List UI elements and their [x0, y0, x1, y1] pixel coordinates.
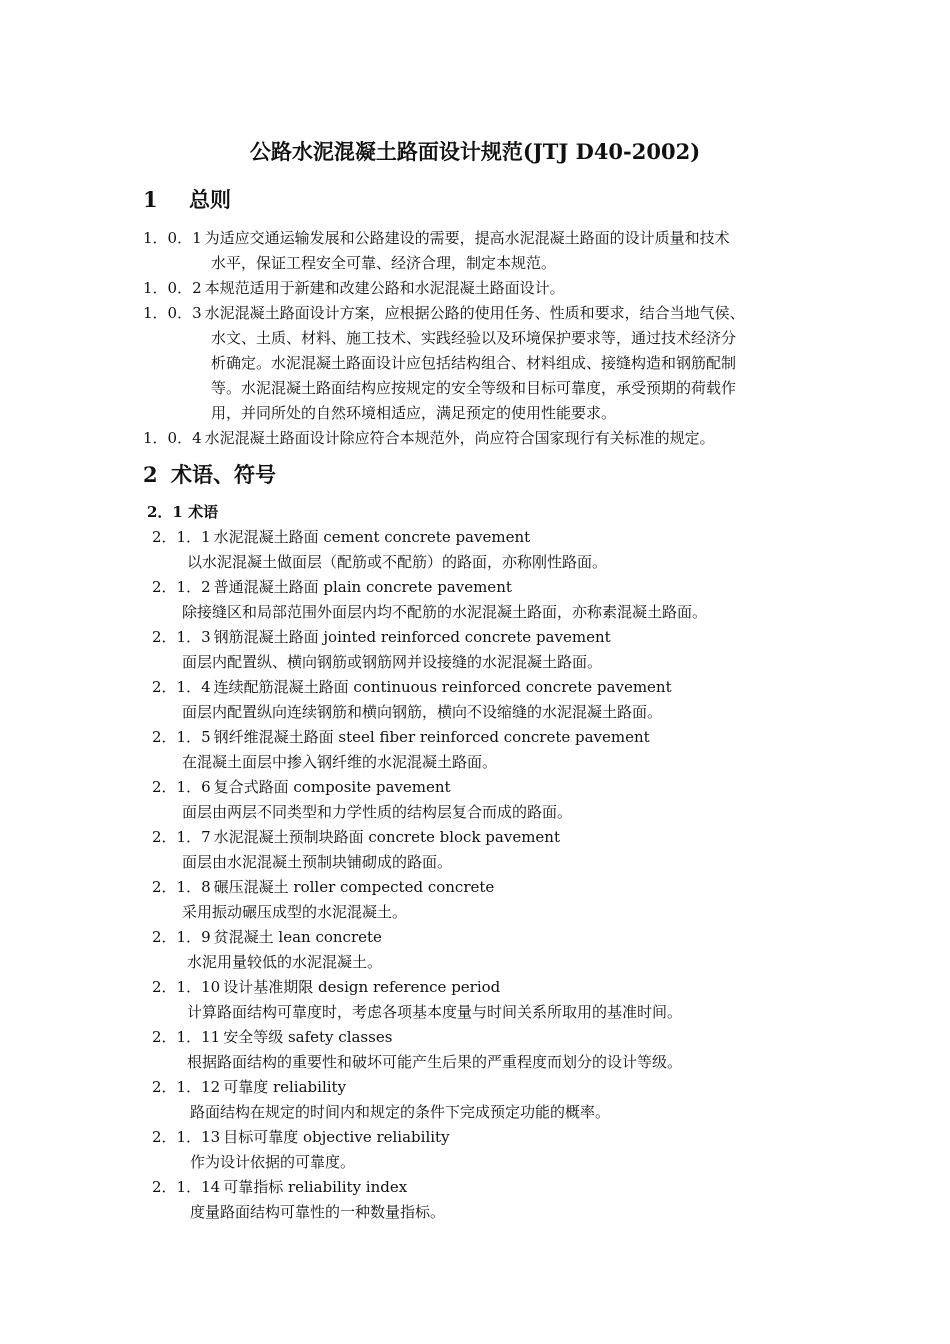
term-2-1-9 — [152, 927, 382, 947]
term-2-1-11-definition: 根据路面结构的重要性和破坏可能产生后果的严重程度而划分的设计等级。 — [187, 1053, 683, 1071]
clause-text: 为适应交通运输发展和公路建设的需要，提高水泥混凝土路面的设计质量和技术 — [204, 229, 730, 247]
clause-1-0-3-line-5: 用，并同所处的自然环境相适应，满足预定的使用性能要求。 — [211, 404, 617, 422]
section-1-title: 总则 — [189, 187, 231, 212]
clause-1-0-1-line-2: 水平，保证工程安全可靠、经济合理，制定本规范。 — [211, 254, 557, 272]
term-number: 2．1．5 — [152, 728, 211, 746]
term-2-1-12 — [152, 1077, 346, 1097]
term-number: 2．1．6 — [152, 778, 211, 796]
term-title: 复合式路面 composite pavement — [213, 778, 451, 796]
clause-1-0-3-line-3: 析确定。水泥混凝土路面设计应包括结构组合、材料组成、接缝构造和钢筋配制 — [211, 354, 737, 372]
term-2-1-5 — [152, 727, 650, 747]
term-number: 2．1．10 — [152, 978, 221, 996]
term-title: 连续配筋混凝土路面 continuous reinforced concrete pavement — [213, 678, 672, 696]
subsection-2-1-heading: 2．1 术语 — [147, 503, 219, 521]
term-2-1-2-definition: 除接缝区和局部范围外面层内均不配筋的水泥混凝土路面，亦称素混凝土路面。 — [182, 603, 708, 621]
clause-1-0-4-line-1 — [143, 428, 715, 448]
term-title: 水泥混凝土路面 cement concrete pavement — [213, 528, 531, 546]
term-number: 2．1．9 — [152, 928, 211, 946]
term-number: 2．1．1 — [152, 528, 211, 546]
term-title: 设计基准期限 design reference period — [223, 978, 501, 996]
term-number: 2．1．8 — [152, 878, 211, 896]
term-number: 2．1．13 — [152, 1128, 221, 1146]
term-2-1-6-definition: 面层由两层不同类型和力学性质的结构层复合而成的路面。 — [182, 803, 573, 821]
clause-text: 水泥混凝土路面设计除应符合本规范外，尚应符合国家现行有关标准的规定。 — [204, 429, 715, 447]
clause-text: 水泥混凝土路面设计方案，应根据公路的使用任务、性质和要求，结合当地气侯、 — [204, 304, 745, 322]
term-2-1-7-definition: 面层由水泥混凝土预制块铺砌成的路面。 — [182, 853, 453, 871]
term-2-1-14 — [152, 1177, 407, 1197]
term-2-1-13 — [152, 1127, 450, 1147]
clause-1-0-3-line-4: 等。水泥混凝土路面结构应按规定的安全等级和目标可靠度，承受预期的荷载作 — [211, 379, 737, 397]
clause-number: 1．0．3 — [143, 304, 202, 322]
term-2-1-9-definition: 水泥用量较低的水泥混凝土。 — [187, 953, 383, 971]
term-title: 钢筋混凝土路面 jointed reinforced concrete pavement — [213, 628, 611, 646]
term-title: 水泥混凝土预制块路面 concrete block pavement — [213, 828, 560, 846]
term-number: 2．1．7 — [152, 828, 211, 846]
clause-number: 1．0．2 — [143, 279, 202, 297]
term-2-1-1 — [152, 527, 530, 547]
term-2-1-7 — [152, 827, 560, 847]
term-number: 2．1．3 — [152, 628, 211, 646]
section-1-heading — [143, 185, 231, 215]
term-2-1-5-definition: 在混凝土面层中掺入钢纤维的水泥混凝土路面。 — [182, 753, 498, 771]
clause-1-0-1-line-1 — [143, 228, 730, 248]
section-2-heading — [143, 460, 276, 490]
term-2-1-11 — [152, 1027, 392, 1047]
term-title: 钢纤维混凝土路面 steel fiber reinforced concrete pavement — [213, 728, 650, 746]
term-2-1-2 — [152, 577, 512, 597]
term-2-1-8-definition: 采用振动碾压成型的水泥混凝土。 — [182, 903, 408, 921]
term-2-1-4 — [152, 677, 672, 697]
term-2-1-1-definition: 以水泥混凝土做面层（配筋或不配筋）的路面，亦称刚性路面。 — [187, 553, 608, 571]
clause-text: 本规范适用于新建和改建公路和水泥混凝土路面设计。 — [204, 279, 565, 297]
clause-number: 1．0．4 — [143, 429, 202, 447]
term-number: 2．1．4 — [152, 678, 211, 696]
term-2-1-6 — [152, 777, 451, 797]
term-2-1-10-definition: 计算路面结构可靠度时，考虑各项基本度量与时间关系所取用的基准时间。 — [187, 1003, 683, 1021]
clause-1-0-3-line-1 — [143, 303, 745, 323]
term-2-1-12-definition: 路面结构在规定的时间内和规定的条件下完成预定功能的概率。 — [190, 1103, 611, 1121]
document-title: 公路水泥混凝土路面设计规范(JTJ D40-2002) — [249, 139, 701, 164]
term-title: 目标可靠度 objective reliability — [223, 1128, 450, 1146]
section-2-number: 2 — [143, 462, 158, 487]
term-2-1-14-definition: 度量路面结构可靠性的一种数量指标。 — [190, 1203, 446, 1221]
term-number: 2．1．11 — [152, 1028, 221, 1046]
clause-1-0-3-line-2: 水文、土质、材料、施工技术、实践经验以及环境保护要求等，通过技术经济分 — [211, 329, 737, 347]
term-title: 碾压混凝土 roller compected concrete — [213, 878, 495, 896]
term-title: 可靠指标 reliability index — [223, 1178, 408, 1196]
clause-number: 1．0．1 — [143, 229, 202, 247]
term-title: 可靠度 reliability — [223, 1078, 347, 1096]
term-number: 2．1．12 — [152, 1078, 221, 1096]
section-1-number: 1 — [143, 187, 158, 212]
term-number: 2．1．14 — [152, 1178, 221, 1196]
term-2-1-4-definition: 面层内配置纵向连续钢筋和横向钢筋，横向不设缩缝的水泥混凝土路面。 — [182, 703, 663, 721]
term-number: 2．1．2 — [152, 578, 211, 596]
term-2-1-13-definition: 作为设计依据的可靠度。 — [190, 1153, 356, 1171]
term-2-1-10 — [152, 977, 500, 997]
term-title: 普通混凝土路面 plain concrete pavement — [213, 578, 512, 596]
term-2-1-3 — [152, 627, 611, 647]
section-2-title: 术语、符号 — [171, 462, 276, 487]
term-2-1-8 — [152, 877, 494, 897]
term-2-1-3-definition: 面层内配置纵、横向钢筋或钢筋网并设接缝的水泥混凝土路面。 — [182, 653, 603, 671]
term-title: 安全等级 safety classes — [223, 1028, 393, 1046]
clause-1-0-2-line-1 — [143, 278, 565, 298]
term-title: 贫混凝土 lean concrete — [213, 928, 382, 946]
